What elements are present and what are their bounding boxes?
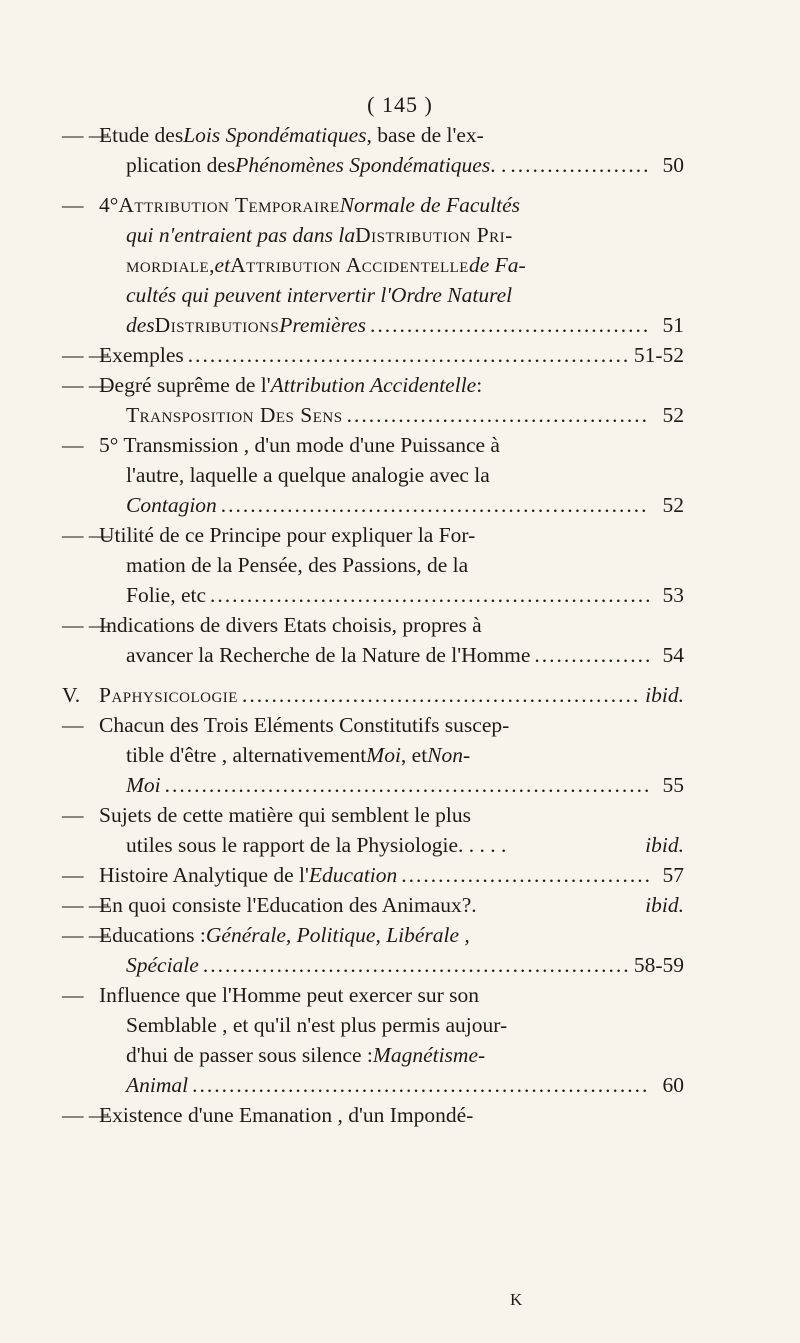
entry-marker: — [62,713,84,737]
entry-text: Sujets de cette matière qui semblent le plus [99,803,471,827]
page-reference: 52 [662,403,684,427]
toc-entry [62,190,684,340]
toc-entry [62,890,684,920]
entry-text: des [126,313,155,337]
entry-text: , [209,253,215,277]
dot-leader [370,310,650,340]
entry-text: : [476,373,483,397]
toc-entry [62,520,684,610]
entry-text: Folie, etc [126,583,207,607]
entry-marker: V. [62,683,81,707]
toc-entry [62,120,684,180]
entry-line [62,1100,684,1130]
entry-text: Contagion [126,493,217,517]
entry-text: Phénomènes Spondématiques [235,153,491,177]
toc-entry [62,680,684,710]
entry-text: 4° [99,193,119,217]
toc-entry [62,800,684,860]
entry-line [62,920,684,950]
entry-text: Education [308,863,398,887]
signature-mark: K [510,1290,523,1309]
entry-text: Moi [366,743,401,767]
entry-text: Histoire Analytique de l' [99,863,309,887]
entry-line [62,1010,684,1040]
entry-line [62,550,684,580]
entry-text: Attribution Accidentelle [270,373,477,397]
page-reference: 50 [662,153,684,177]
entry-text: mordiale [126,253,210,277]
entry-line [62,190,684,220]
entry-text: et [214,253,231,277]
entry-text: Premières [279,313,366,337]
entry-text: Etude des [99,123,184,147]
entry-text: , base de l'ex- [366,123,484,147]
entry-text: Transposition Des Sens [126,403,343,427]
page-reference: 58-59 [633,953,684,977]
entry-marker: — [62,433,84,457]
entry-text: Non- [427,743,471,767]
entry-text: plication des [126,153,236,177]
entry-line [62,800,684,830]
entry-marker: — — [62,523,111,547]
entry-text: avancer la Recherche de la Nature de l'Homme [126,643,531,667]
entry-marker: — — [62,123,111,147]
entry-text: Utilité de ce Principe pour expliquer la For- [99,523,476,547]
entry-marker: — [62,983,84,1007]
entry-text: Attribution Temporaire [118,193,340,217]
entry-text: Magnétisme- [372,1043,486,1067]
entry-line [62,460,684,490]
entry-text: tible d'être , alternativement [126,743,367,767]
entry-text: l'autre, laquelle a quelque analogie avec la [126,463,490,487]
entry-text: Générale, Politique, Libérale , [205,923,470,947]
toc-entry [62,860,684,890]
entry-line [62,120,684,150]
entry-text: Animal [126,1073,189,1097]
entry-text: Indications de divers Etats choisis, propres à [99,613,482,637]
entry-line [62,770,684,800]
entry-line [62,1040,684,1070]
page-reference: ibid. [645,683,684,707]
entry-text: Distribution Pri- [355,223,513,247]
page-number: ( 145 ) [367,92,433,117]
entry-line [62,580,684,610]
dot-leader [401,860,650,890]
toc-entry [62,980,684,1100]
entry-text: Paphysicologie [99,683,238,707]
entry-text: Chacun des Trois Eléments Constitutifs suscep- [99,713,510,737]
entry-marker: — — [62,373,111,397]
entry-line [62,220,684,250]
entry-line [62,610,684,640]
entry-text: mation de la Pensée, des Passions, de la [126,553,469,577]
dot-leader [188,340,630,370]
entry-line [62,310,684,340]
entry-text: d'hui de passer sous silence : [126,1043,373,1067]
entry-text: utiles sous le rapport de la Physiologie. . . . . [126,833,507,857]
dot-leader [210,580,650,610]
entry-line [62,340,684,370]
dot-leader [203,950,630,980]
entry-text: Spéciale [126,953,199,977]
dot-leader [165,770,650,800]
entry-text: Educations : [99,923,206,947]
entry-line [62,150,684,180]
toc-entry [62,1100,684,1130]
entry-line [62,370,684,400]
table-of-contents [62,120,684,1130]
entry-line [62,400,684,430]
entry-line [62,710,684,740]
entry-line [62,680,684,710]
entry-marker: — [62,803,84,827]
page-reference: 53 [662,583,684,607]
entry-text: qui n'entraient pas dans la [126,223,356,247]
entry-line [62,250,684,280]
page-reference: ibid. [645,893,684,917]
dot-leader [510,150,650,180]
toc-entry [62,370,684,430]
entry-text: 5° Transmission , d'un mode d'une Puissance à [99,433,500,457]
entry-line [62,280,684,310]
entry-line [62,740,684,770]
entry-marker: — — [62,343,111,367]
entry-line [62,830,684,860]
entry-text: . . [490,153,507,177]
entry-text: Degré suprême de l' [99,373,271,397]
entry-line [62,490,684,520]
entry-line [62,520,684,550]
dot-leader [242,680,641,710]
entry-line [62,640,684,670]
toc-entry [62,710,684,800]
page-reference: 51-52 [633,343,684,367]
page-reference: 60 [662,1073,684,1097]
dot-leader [192,1070,650,1100]
entry-text: Lois Spondématiques [183,123,367,147]
entry-text: de Fa- [468,253,526,277]
toc-entry [62,340,684,370]
entry-text: Moi [126,773,161,797]
entry-marker: — [62,863,84,887]
entry-line [62,950,684,980]
entry-marker: — — [62,923,111,947]
entry-marker: — [62,193,84,217]
toc-entry [62,920,684,980]
page-reference: 52 [662,493,684,517]
page-reference: 55 [662,773,684,797]
page-reference: 54 [662,643,684,667]
entry-text: En quoi consiste l'Education des Animaux?. [99,893,477,917]
dot-leader [221,490,650,520]
entry-text: , et [400,743,428,767]
page-reference: 51 [662,313,684,337]
entry-line [62,980,684,1010]
entry-line [62,890,684,920]
entry-marker: — — [62,893,111,917]
toc-entry [62,610,684,670]
entry-line [62,860,684,890]
entry-text: Exemples [99,343,184,367]
entry-marker: — — [62,613,111,637]
entry-text: Semblable , et qu'il n'est plus permis aujour- [126,1013,508,1037]
entry-line [62,1070,684,1100]
entry-text: Normale de Facultés [339,193,520,217]
dot-leader [534,640,650,670]
page-reference: 57 [662,863,684,887]
entry-marker: — — [62,1103,111,1127]
dot-leader [347,400,650,430]
page-reference: ibid. [645,833,684,857]
entry-line [62,430,684,460]
entry-text: Existence d'une Emanation , d'un Impondé- [99,1103,474,1127]
entry-text: Influence que l'Homme peut exercer sur son [99,983,479,1007]
toc-entry [62,430,684,520]
entry-text: Attribution Accidentelle [230,253,469,277]
entry-text: Distributions [154,313,280,337]
entry-text: cultés qui peuvent intervertir l'Ordre Naturel [126,283,513,307]
